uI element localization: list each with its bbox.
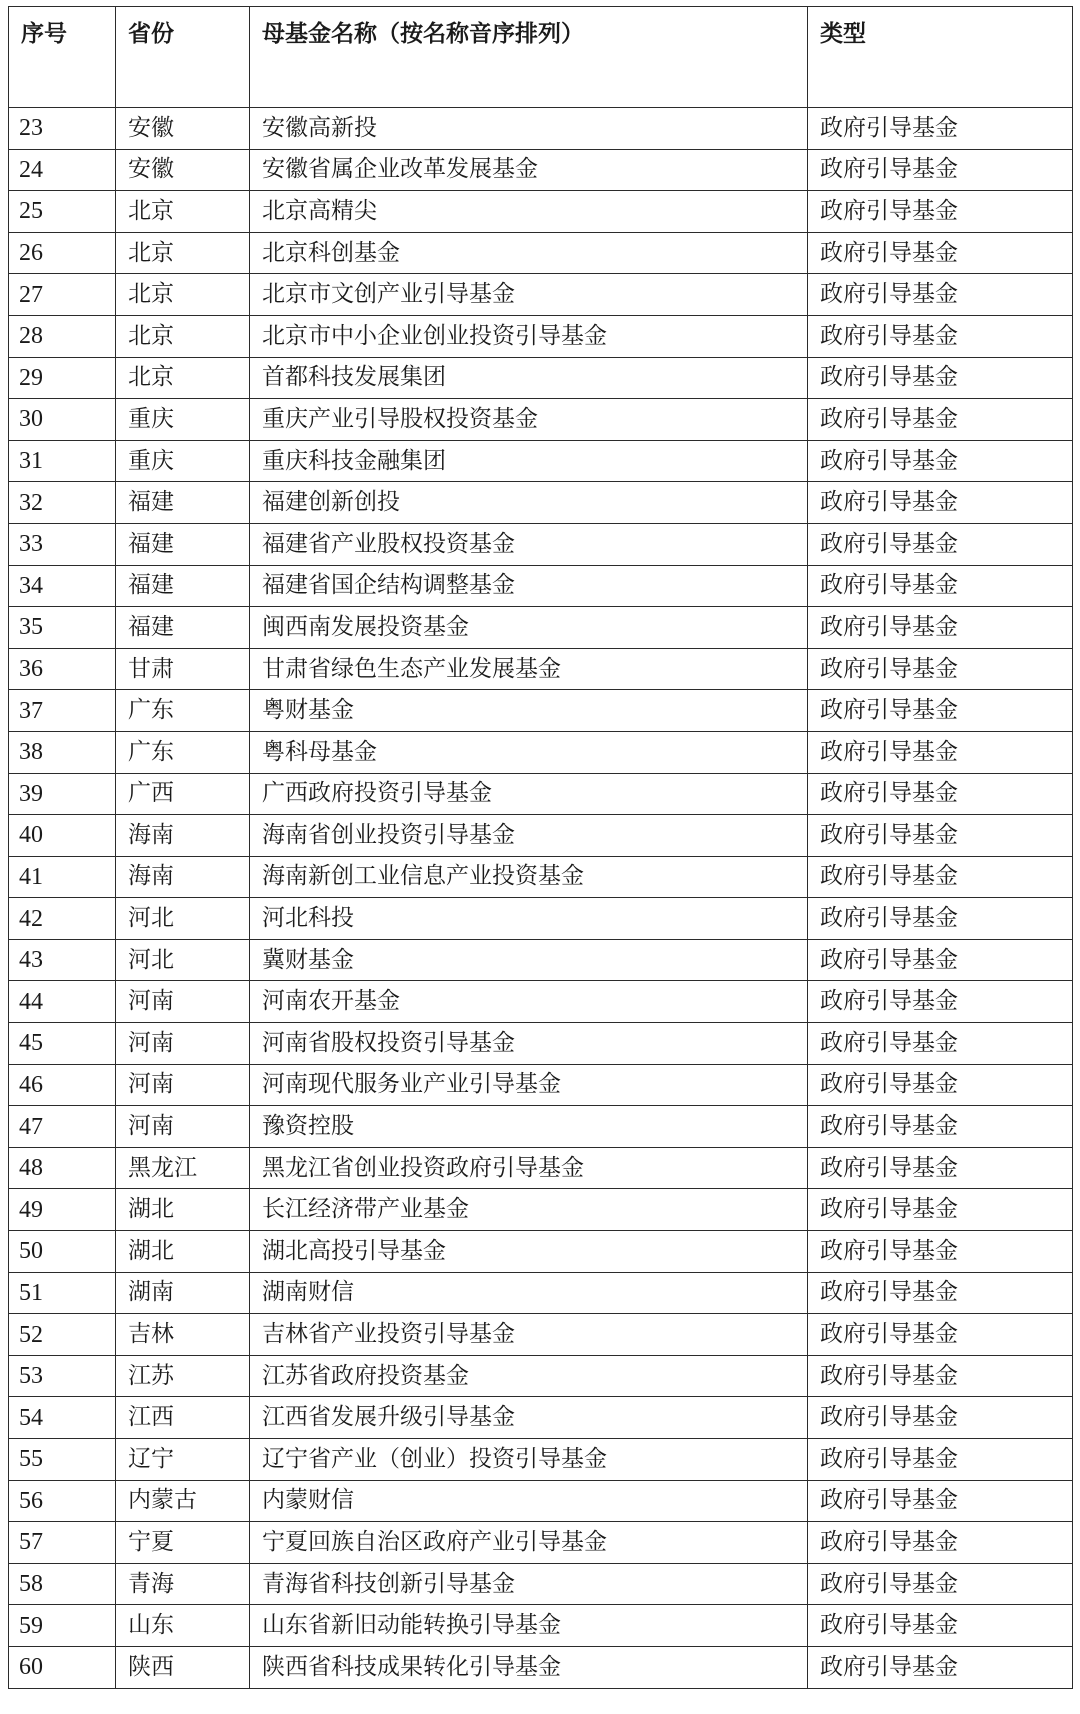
cell-serial-number: 42 bbox=[9, 898, 116, 940]
cell-fund-name: 北京科创基金 bbox=[250, 232, 808, 274]
cell-fund-name: 甘肃省绿色生态产业发展基金 bbox=[250, 648, 808, 690]
cell-type: 政府引导基金 bbox=[808, 731, 1073, 773]
cell-province: 福建 bbox=[116, 482, 250, 524]
cell-serial-number: 34 bbox=[9, 565, 116, 607]
cell-serial-number: 53 bbox=[9, 1355, 116, 1397]
table-row bbox=[9, 1439, 1073, 1481]
cell-fund-name: 黑龙江省创业投资政府引导基金 bbox=[250, 1147, 808, 1189]
cell-province: 山东 bbox=[116, 1605, 250, 1647]
cell-fund-name: 福建省国企结构调整基金 bbox=[250, 565, 808, 607]
header-serial-number: 序号 bbox=[9, 7, 116, 108]
cell-province: 重庆 bbox=[116, 399, 250, 441]
cell-fund-name: 安徽省属企业改革发展基金 bbox=[250, 149, 808, 191]
cell-province: 甘肃 bbox=[116, 648, 250, 690]
cell-type: 政府引导基金 bbox=[808, 108, 1073, 150]
cell-serial-number: 24 bbox=[9, 149, 116, 191]
cell-serial-number: 45 bbox=[9, 1023, 116, 1065]
cell-province: 河南 bbox=[116, 1064, 250, 1106]
cell-type: 政府引导基金 bbox=[808, 274, 1073, 316]
cell-province: 湖南 bbox=[116, 1272, 250, 1314]
table-row bbox=[9, 482, 1073, 524]
cell-type: 政府引导基金 bbox=[808, 1439, 1073, 1481]
cell-type: 政府引导基金 bbox=[808, 191, 1073, 233]
cell-serial-number: 38 bbox=[9, 731, 116, 773]
cell-type: 政府引导基金 bbox=[808, 1231, 1073, 1273]
table-body bbox=[9, 108, 1073, 1689]
cell-province: 广东 bbox=[116, 690, 250, 732]
cell-fund-name: 北京市文创产业引导基金 bbox=[250, 274, 808, 316]
table-row bbox=[9, 1023, 1073, 1065]
cell-serial-number: 43 bbox=[9, 939, 116, 981]
cell-type: 政府引导基金 bbox=[808, 939, 1073, 981]
cell-type: 政府引导基金 bbox=[808, 1563, 1073, 1605]
cell-serial-number: 60 bbox=[9, 1646, 116, 1688]
cell-serial-number: 49 bbox=[9, 1189, 116, 1231]
cell-type: 政府引导基金 bbox=[808, 607, 1073, 649]
cell-province: 福建 bbox=[116, 523, 250, 565]
cell-province: 安徽 bbox=[116, 108, 250, 150]
cell-serial-number: 31 bbox=[9, 440, 116, 482]
cell-fund-name: 重庆产业引导股权投资基金 bbox=[250, 399, 808, 441]
cell-province: 吉林 bbox=[116, 1314, 250, 1356]
cell-fund-name: 豫资控股 bbox=[250, 1106, 808, 1148]
table-row bbox=[9, 939, 1073, 981]
cell-province: 江苏 bbox=[116, 1355, 250, 1397]
cell-fund-name: 河南现代服务业产业引导基金 bbox=[250, 1064, 808, 1106]
table-row bbox=[9, 315, 1073, 357]
cell-fund-name: 内蒙财信 bbox=[250, 1480, 808, 1522]
cell-serial-number: 56 bbox=[9, 1480, 116, 1522]
cell-serial-number: 35 bbox=[9, 607, 116, 649]
cell-province: 北京 bbox=[116, 357, 250, 399]
cell-province: 青海 bbox=[116, 1563, 250, 1605]
table-row bbox=[9, 981, 1073, 1023]
cell-serial-number: 59 bbox=[9, 1605, 116, 1647]
cell-fund-name: 河南农开基金 bbox=[250, 981, 808, 1023]
cell-serial-number: 25 bbox=[9, 191, 116, 233]
table-row bbox=[9, 565, 1073, 607]
cell-fund-name: 首都科技发展集团 bbox=[250, 357, 808, 399]
header-fund-name: 母基金名称（按名称音序排列） bbox=[250, 7, 808, 108]
cell-serial-number: 27 bbox=[9, 274, 116, 316]
table-row bbox=[9, 898, 1073, 940]
cell-province: 广东 bbox=[116, 731, 250, 773]
cell-serial-number: 30 bbox=[9, 399, 116, 441]
cell-fund-name: 湖南财信 bbox=[250, 1272, 808, 1314]
cell-fund-name: 闽西南发展投资基金 bbox=[250, 607, 808, 649]
cell-serial-number: 55 bbox=[9, 1439, 116, 1481]
cell-serial-number: 41 bbox=[9, 856, 116, 898]
cell-province: 河北 bbox=[116, 939, 250, 981]
document-page bbox=[8, 6, 1072, 1689]
table-row bbox=[9, 1605, 1073, 1647]
cell-province: 湖北 bbox=[116, 1231, 250, 1273]
cell-fund-name: 重庆科技金融集团 bbox=[250, 440, 808, 482]
cell-fund-name: 宁夏回族自治区政府产业引导基金 bbox=[250, 1522, 808, 1564]
cell-province: 北京 bbox=[116, 274, 250, 316]
cell-type: 政府引导基金 bbox=[808, 1147, 1073, 1189]
cell-province: 河北 bbox=[116, 898, 250, 940]
table-row bbox=[9, 690, 1073, 732]
cell-fund-name: 河南省股权投资引导基金 bbox=[250, 1023, 808, 1065]
table-row bbox=[9, 523, 1073, 565]
table-header bbox=[9, 7, 1073, 108]
cell-serial-number: 58 bbox=[9, 1563, 116, 1605]
cell-type: 政府引导基金 bbox=[808, 565, 1073, 607]
cell-fund-name: 粤科母基金 bbox=[250, 731, 808, 773]
cell-province: 北京 bbox=[116, 315, 250, 357]
table-row bbox=[9, 1231, 1073, 1273]
cell-fund-name: 长江经济带产业基金 bbox=[250, 1189, 808, 1231]
cell-fund-name: 福建创新创投 bbox=[250, 482, 808, 524]
table-row bbox=[9, 731, 1073, 773]
cell-serial-number: 37 bbox=[9, 690, 116, 732]
cell-serial-number: 28 bbox=[9, 315, 116, 357]
cell-serial-number: 54 bbox=[9, 1397, 116, 1439]
cell-province: 福建 bbox=[116, 565, 250, 607]
table-row bbox=[9, 1563, 1073, 1605]
cell-type: 政府引导基金 bbox=[808, 440, 1073, 482]
table-row bbox=[9, 1189, 1073, 1231]
cell-type: 政府引导基金 bbox=[808, 232, 1073, 274]
cell-province: 福建 bbox=[116, 607, 250, 649]
table-row bbox=[9, 1646, 1073, 1688]
cell-province: 北京 bbox=[116, 232, 250, 274]
table-row bbox=[9, 1522, 1073, 1564]
cell-serial-number: 23 bbox=[9, 108, 116, 150]
cell-province: 湖北 bbox=[116, 1189, 250, 1231]
cell-fund-name: 粤财基金 bbox=[250, 690, 808, 732]
table-row bbox=[9, 1106, 1073, 1148]
table-row bbox=[9, 1480, 1073, 1522]
cell-type: 政府引导基金 bbox=[808, 1646, 1073, 1688]
cell-fund-name: 福建省产业股权投资基金 bbox=[250, 523, 808, 565]
cell-province: 黑龙江 bbox=[116, 1147, 250, 1189]
cell-serial-number: 51 bbox=[9, 1272, 116, 1314]
cell-fund-name: 辽宁省产业（创业）投资引导基金 bbox=[250, 1439, 808, 1481]
cell-fund-name: 江西省发展升级引导基金 bbox=[250, 1397, 808, 1439]
cell-serial-number: 50 bbox=[9, 1231, 116, 1273]
table-row bbox=[9, 815, 1073, 857]
cell-serial-number: 33 bbox=[9, 523, 116, 565]
table-row bbox=[9, 1355, 1073, 1397]
table-row bbox=[9, 399, 1073, 441]
cell-serial-number: 46 bbox=[9, 1064, 116, 1106]
fund-table bbox=[8, 6, 1073, 1689]
table-row bbox=[9, 1272, 1073, 1314]
cell-fund-name: 河北科投 bbox=[250, 898, 808, 940]
header-province: 省份 bbox=[116, 7, 250, 108]
table-row bbox=[9, 856, 1073, 898]
cell-province: 安徽 bbox=[116, 149, 250, 191]
cell-type: 政府引导基金 bbox=[808, 1355, 1073, 1397]
cell-serial-number: 48 bbox=[9, 1147, 116, 1189]
table-row bbox=[9, 648, 1073, 690]
cell-type: 政府引导基金 bbox=[808, 315, 1073, 357]
cell-type: 政府引导基金 bbox=[808, 1480, 1073, 1522]
table-row bbox=[9, 1147, 1073, 1189]
cell-serial-number: 40 bbox=[9, 815, 116, 857]
cell-fund-name: 广西政府投资引导基金 bbox=[250, 773, 808, 815]
cell-fund-name: 江苏省政府投资基金 bbox=[250, 1355, 808, 1397]
cell-type: 政府引导基金 bbox=[808, 1605, 1073, 1647]
cell-serial-number: 47 bbox=[9, 1106, 116, 1148]
table-row bbox=[9, 191, 1073, 233]
cell-fund-name: 湖北高投引导基金 bbox=[250, 1231, 808, 1273]
cell-type: 政府引导基金 bbox=[808, 1397, 1073, 1439]
table-row bbox=[9, 607, 1073, 649]
cell-serial-number: 44 bbox=[9, 981, 116, 1023]
cell-type: 政府引导基金 bbox=[808, 523, 1073, 565]
cell-type: 政府引导基金 bbox=[808, 1314, 1073, 1356]
cell-type: 政府引导基金 bbox=[808, 773, 1073, 815]
cell-type: 政府引导基金 bbox=[808, 482, 1073, 524]
cell-fund-name: 海南省创业投资引导基金 bbox=[250, 815, 808, 857]
cell-province: 广西 bbox=[116, 773, 250, 815]
cell-type: 政府引导基金 bbox=[808, 690, 1073, 732]
table-row bbox=[9, 773, 1073, 815]
cell-serial-number: 57 bbox=[9, 1522, 116, 1564]
cell-province: 海南 bbox=[116, 815, 250, 857]
cell-fund-name: 安徽高新投 bbox=[250, 108, 808, 150]
cell-province: 河南 bbox=[116, 1106, 250, 1148]
header-type: 类型 bbox=[808, 7, 1073, 108]
cell-fund-name: 北京高精尖 bbox=[250, 191, 808, 233]
cell-fund-name: 青海省科技创新引导基金 bbox=[250, 1563, 808, 1605]
cell-type: 政府引导基金 bbox=[808, 1106, 1073, 1148]
cell-type: 政府引导基金 bbox=[808, 1189, 1073, 1231]
cell-province: 辽宁 bbox=[116, 1439, 250, 1481]
cell-fund-name: 陕西省科技成果转化引导基金 bbox=[250, 1646, 808, 1688]
cell-serial-number: 26 bbox=[9, 232, 116, 274]
cell-province: 陕西 bbox=[116, 1646, 250, 1688]
cell-type: 政府引导基金 bbox=[808, 815, 1073, 857]
cell-province: 重庆 bbox=[116, 440, 250, 482]
cell-type: 政府引导基金 bbox=[808, 981, 1073, 1023]
cell-type: 政府引导基金 bbox=[808, 648, 1073, 690]
table-row bbox=[9, 1064, 1073, 1106]
cell-fund-name: 吉林省产业投资引导基金 bbox=[250, 1314, 808, 1356]
cell-type: 政府引导基金 bbox=[808, 898, 1073, 940]
cell-type: 政府引导基金 bbox=[808, 856, 1073, 898]
table-row bbox=[9, 1314, 1073, 1356]
table-row bbox=[9, 232, 1073, 274]
table-row bbox=[9, 274, 1073, 316]
cell-type: 政府引导基金 bbox=[808, 1023, 1073, 1065]
cell-type: 政府引导基金 bbox=[808, 1064, 1073, 1106]
cell-province: 河南 bbox=[116, 981, 250, 1023]
cell-fund-name: 冀财基金 bbox=[250, 939, 808, 981]
cell-serial-number: 39 bbox=[9, 773, 116, 815]
cell-type: 政府引导基金 bbox=[808, 399, 1073, 441]
cell-serial-number: 52 bbox=[9, 1314, 116, 1356]
table-row bbox=[9, 440, 1073, 482]
cell-type: 政府引导基金 bbox=[808, 1522, 1073, 1564]
cell-province: 内蒙古 bbox=[116, 1480, 250, 1522]
cell-province: 海南 bbox=[116, 856, 250, 898]
cell-province: 河南 bbox=[116, 1023, 250, 1065]
cell-type: 政府引导基金 bbox=[808, 1272, 1073, 1314]
cell-province: 北京 bbox=[116, 191, 250, 233]
table-row bbox=[9, 1397, 1073, 1439]
cell-serial-number: 29 bbox=[9, 357, 116, 399]
table-row bbox=[9, 149, 1073, 191]
cell-fund-name: 山东省新旧动能转换引导基金 bbox=[250, 1605, 808, 1647]
cell-serial-number: 32 bbox=[9, 482, 116, 524]
cell-type: 政府引导基金 bbox=[808, 357, 1073, 399]
header-row bbox=[9, 7, 1073, 108]
cell-fund-name: 海南新创工业信息产业投资基金 bbox=[250, 856, 808, 898]
table-row bbox=[9, 357, 1073, 399]
cell-serial-number: 36 bbox=[9, 648, 116, 690]
cell-fund-name: 北京市中小企业创业投资引导基金 bbox=[250, 315, 808, 357]
cell-type: 政府引导基金 bbox=[808, 149, 1073, 191]
cell-province: 宁夏 bbox=[116, 1522, 250, 1564]
cell-province: 江西 bbox=[116, 1397, 250, 1439]
table-row bbox=[9, 108, 1073, 150]
